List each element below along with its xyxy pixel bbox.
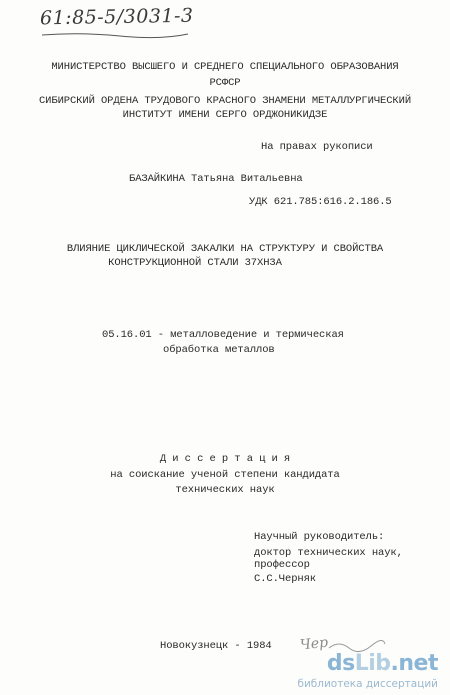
supervisor-name: С.С.Черняк: [254, 573, 317, 585]
supervisor-degree-line-1: доктор технических наук,: [254, 547, 403, 559]
supervisor-degree-line-2: профессор: [254, 559, 310, 571]
dissertation-heading: Д и с с е р т а ц и я: [159, 453, 291, 465]
archive-code-underline: [40, 30, 190, 40]
author-name: БАЗАЙКИНА Татьяна Витальевна: [129, 173, 303, 185]
dslib-subtitle: библиотека диссертаций: [297, 678, 438, 690]
rights-note: На правах рукописи: [261, 141, 373, 153]
dslib-logo-ds: ds: [326, 651, 355, 676]
city-year: Новокузнецк - 1984: [160, 640, 272, 652]
specialty-line-2: обработка металлов: [163, 344, 275, 356]
handwritten-signature: Чер: [299, 634, 329, 654]
institute-line-2: ИНСТИТУТ ИМЕНИ СЕРГО ОРДЖОНИКИДЗЕ: [122, 109, 328, 121]
dissertation-title-line-1: ВЛИЯНИЕ ЦИКЛИЧЕСКОЙ ЗАКАЛКИ НА СТРУКТУРУ И СВОЙСТВА: [66, 243, 384, 255]
dissertation-title-line-2: КОНСТРУКЦИОННОЙ СТАЛИ 37ХН3А: [108, 257, 282, 269]
dslib-logo-tld: .net: [390, 651, 438, 676]
ministry-line-2: РСФСР: [209, 77, 241, 89]
supervisor-label: Научный руководитель:: [254, 531, 385, 543]
institute-line-1: СИБИРСКИЙ ОРДЕНА ТРУДОВОГО КРАСНОГО ЗНАМЕНИ МЕТАЛЛУРГИЧЕСКИЙ: [38, 95, 412, 107]
specialty-line-1: 05.16.01 - металловедение и термическая: [102, 329, 344, 341]
udc-code: УДК 621.785:616.2.186.5: [249, 196, 392, 208]
dslib-logo-lib: Lib: [354, 651, 391, 676]
archive-code-handwritten: 61:85-5/3031-3: [39, 4, 194, 30]
degree-line-2: технических наук: [175, 484, 275, 496]
dslib-logo: [327, 651, 438, 676]
degree-line-1: на соискание ученой степени кандидата: [110, 469, 340, 481]
ministry-line-1: МИНИСТЕРСТВО ВЫСШЕГО И СРЕДНЕГО СПЕЦИАЛЬНОГО ОБРАЗОВАНИЯ: [51, 61, 399, 73]
